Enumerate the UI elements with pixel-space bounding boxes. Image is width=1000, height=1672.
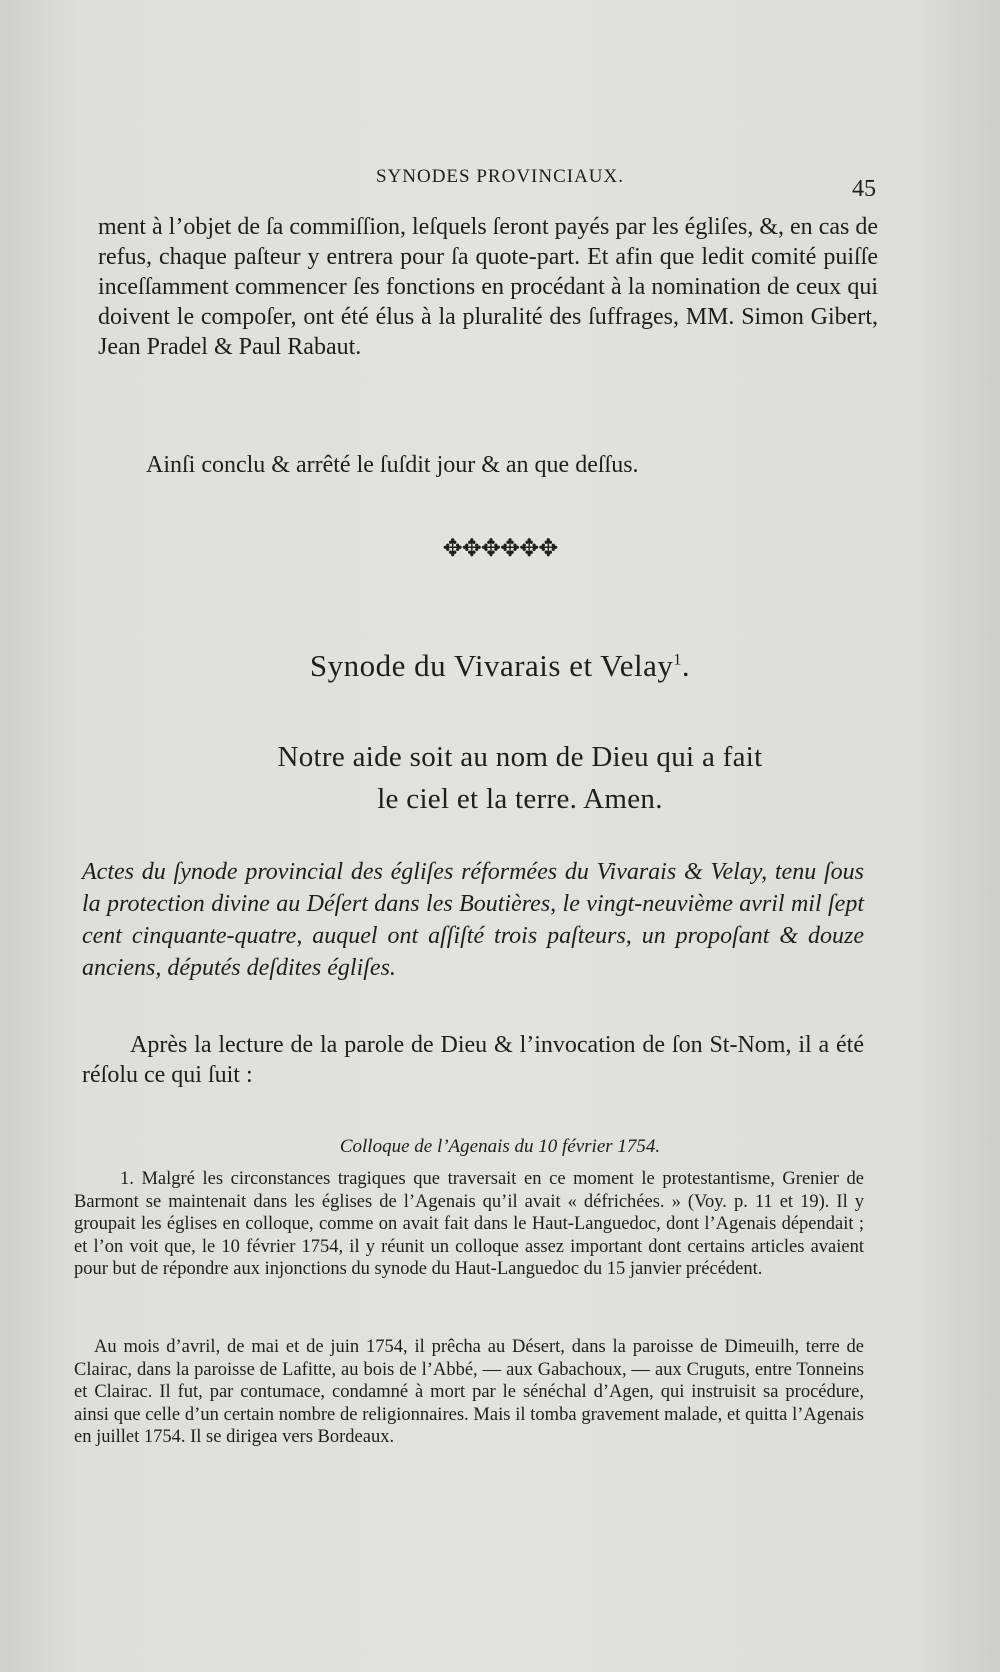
paragraph-conclusion: Ainſi conclu & arrêté le ſuſdit jour & an que deſſus. <box>146 452 639 478</box>
running-head: SYNODES PROVINCIAUX. <box>375 166 625 187</box>
footnote-title: Colloque de l’Agenais du 10 février 1754. <box>339 1136 661 1157</box>
invocation-line-1: Notre aide soit au nom de Dieu qui a fait <box>277 741 763 773</box>
synod-title-text: Synode du Vivarais et Velay <box>309 648 674 683</box>
invocation-line-2: le ciel et la terre. Amen. <box>377 783 663 815</box>
footnote-marker: 1 <box>673 651 682 669</box>
synod-title: Synode du Vivarais et Velay$^1$. <box>309 648 691 683</box>
acts-paragraph: Actes du ſynode provincial des égliſes réformées du Vivarais & Velay, tenu ſous la protection divine au Déſert dans les Boutières, le vingt-neuvième avril mil ſept cent cinquante-quatre, auquel ont aſſiſté trois paſteurs, un propoſant & douze anciens, députés deſdites égliſes. <box>82 859 864 981</box>
footnote-2: Au mois d’avril, de mai et de juin 1754, il prêcha au Désert, dans la paroisse de Dimeuilh, terre de Clairac, dans la paroisse de Lafitte, au bois de l’Abbé, — aux Gabachoux, — aux Cruguts, entre Tonneins et Clairac. Il fut, par contumace, condamné à mort par le sénéchal d’Agen, qui instruisit sa procédure, ainsi que celle d’un certain nombre de religionnaires. Mais il tomba gravement malade, et quitta l’Agenais en juillet 1754. Il se dirigea vers Bordeaux. <box>74 1337 864 1447</box>
invocation <box>180 736 860 820</box>
footnote-1: 1. Malgré les circonstances tragiques que traversait en ce moment le protestantisme, Grenier de Barmont se maintenait dans les églises de l’Agenais qu’il avait « défrichées. » (Voy. p. 11 et 19). Il y groupait les églises en colloque, comme on avait fait dans le Haut-Languedoc, dont l’Agenais dépendait ; et l’on voit que, le 10 février 1754, il y réunit un colloque assez important dont certains articles avaient pour but de répondre aux injonctions du synode du Haut-Languedoc du 15 janvier précédent. <box>74 1169 864 1279</box>
ornament-divider: ✥✥✥✥✥✥ <box>442 536 558 562</box>
paragraph-resolution: Après la lecture de la parole de Dieu & l’invocation de ſon St-Nom, il a été réſolu ce qui ſuit : <box>82 1032 864 1088</box>
page-number: 45 <box>852 176 876 202</box>
paragraph-commission: ment à l’objet de ſa commiſſion, leſquels ſeront payés par les égliſes, &, en cas de refus, chaque paſteur y entrera pour ſa quote-part. Et afin que ledit comité puiſſe inceſſamment commencer ſes fonctions en procédant à la nomination de ceux qui doivent le compoſer, ont été élus à la pluralité des ſuffrages, MM. Simon Gibert, Jean Pradel & Paul Rabaut. <box>98 214 878 360</box>
